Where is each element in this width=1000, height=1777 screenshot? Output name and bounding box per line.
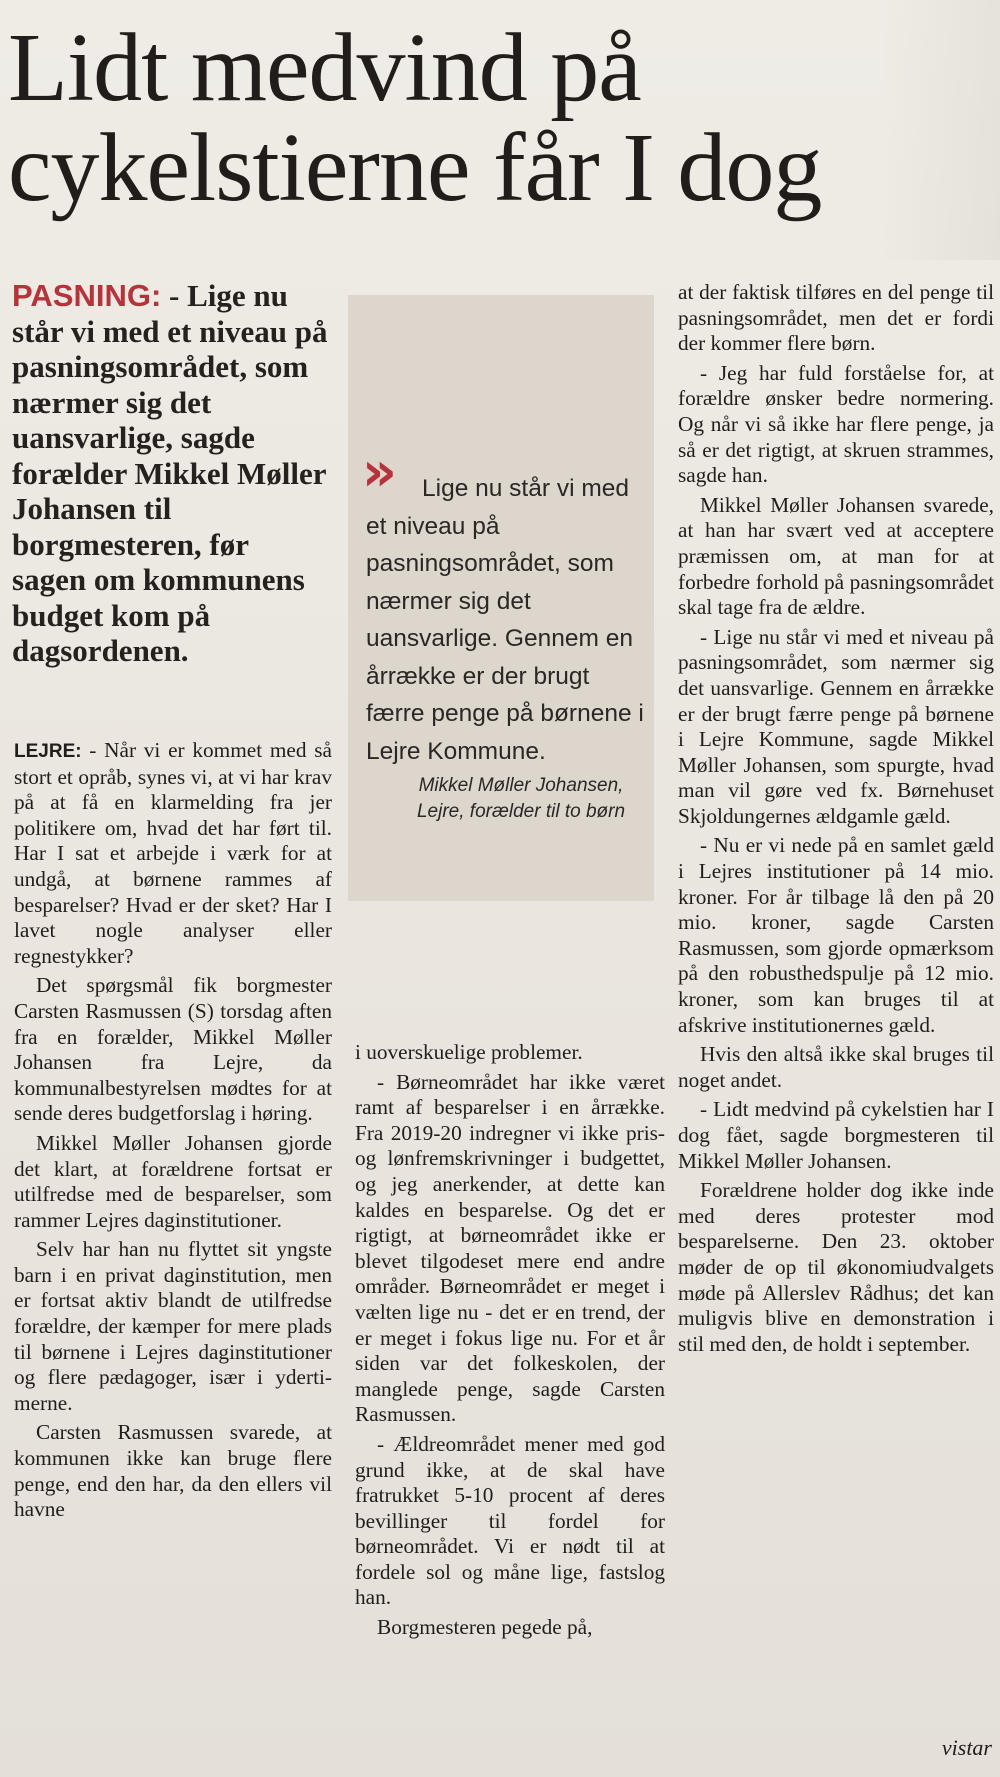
paragraph: Forældrene holder dog ikke inde med deres protester mod besparelserne. Den 23. oktober møder de op til økonomiudvalgets møde på Allerslev Rådhus; det kan muligvis blive en demonstration i stil med den, de holdt i september. xyxy=(678,1178,994,1356)
headline: Lidt medvind på cykelstierne får I dog xyxy=(8,14,822,222)
paragraph: - Lige nu står vi med et niveau på pasningsområdet, som nærmer sig det uansvarlige. Gennem en årrække er der brugt færre penge på børnene i Lejre Kommune, sagde Mikkel Møller Johansen, som spurgte, hvad man vil gøre ved fx. Børnehuset Skjoldungernes ældgamle gæld. xyxy=(678,624,994,828)
pull-quote-box xyxy=(348,295,654,901)
paragraph: at der faktisk tilføres en del penge til pasningsområdet, men det er fordi der kommer flere børn. xyxy=(678,280,994,356)
paragraph: Selv har han nu flyttet sit yngste barn i en privat daginstitution, men er fortsat aktiv blandt de utilfredse forældre, der kæmper for mere plads til børnene i Lejres daginstitutioner og flere pædagoger, især i ydertimerne. xyxy=(14,1237,332,1415)
paragraph: Det spørgsmål fik borgmester Carsten Rasmussen (S) torsdag aften fra en forælder, Mikkel Møller Johansen fra Lejre, da kommunalbestyrelsen mødtes for at sende deres budgetforslag i høring. xyxy=(14,973,332,1126)
paragraph: Hvis den altså ikke skal bruges til noget andet. xyxy=(678,1042,994,1092)
paragraph: i uoverskuelige problemer. xyxy=(355,1040,583,1064)
article-column-1 xyxy=(14,738,332,1527)
lead-kicker: PASNING: xyxy=(12,278,162,313)
pull-quote-text: Lige nu står vi med et niveau på pasningsområdet, som nærmer sig det uansvarlige. Gennem en årrække er der brugt færre penge på børnene i Lejre Kommune. xyxy=(366,475,644,765)
paragraph: - Lidt medvind på cykelstien har I dog fået, sagde borgmesteren til Mikkel Møller Johansen. xyxy=(678,1097,994,1173)
lead-text: - Lige nu står vi med et niveau på pasningsområdet, som nærmer sig det uansvarlige, sagde forælder Mikkel Møller Johansen til borgmesteren, før sagen om kommunens budget kom på dagsordenen. xyxy=(12,278,328,668)
paragraph: Carsten Rasmussen svarede, at kommunen ikke kan bruge flere penge, end den har, da den ellers vil havne xyxy=(14,1420,332,1522)
article-column-2 xyxy=(355,1040,665,1645)
pull-quote-attribution: Mikkel Møller Johansen, Lejre, forælder til to børn xyxy=(416,775,626,822)
quote-chevron-icon: » xyxy=(362,440,397,503)
paragraph: LEJRE: - Når vi er kommet med så stort et opråb, synes vi, at vi har krav på at få en klarmelding fra jer politikere om, hvad det har ført til. Har I sat et arbejde i værk for at undgå, at børnene rammes af besparelser? Hvad er der sket? Har I lavet nogle analyser eller regnestykker? xyxy=(14,738,332,968)
paragraph: - Jeg har fuld forståelse for, at forældre ønsker bedre normering. Og når vi så ikke har flere penge, ja så er det rigtigt, at skruen strammes, sagde han. xyxy=(678,360,994,488)
lead-paragraph xyxy=(12,278,330,669)
paragraph: Mikkel Møller Johansen gjorde det klart, at forældrene fortsat er utilfredse med de besparelser, som rammer Lejres daginstitutioner. xyxy=(14,1130,332,1232)
author-signature: vistar xyxy=(941,1735,992,1760)
paragraph: - Ældreområdet mener med god grund ikke, at de skal have fratrukket 5-10 procent af deres bevillinger til fordel for børneområdet. Vi er nødt til at fordele sol og måne lige, fastslog han. xyxy=(355,1431,665,1610)
paragraph: - Nu er vi nede på en samlet gæld i Lejres institutioner på 14 mio. kroner. For år tilbage lå den på 20 mio. kroner, sagde Carsten Rasmussen, som gjorde opmærksom på den robusthedspulje på 12 mio. kroner, som kan bruges til at afskrive institutionernes gæld. xyxy=(678,833,994,1037)
dateline: LEJRE: xyxy=(14,741,82,762)
paragraph: Mikkel Møller Johansen svarede, at han har svært ved at acceptere præmissen om, at man for at forbedre forhold på pasningsområdet skal tage fra de ældre. xyxy=(678,492,994,620)
article-column-3 xyxy=(678,280,994,1361)
paragraph: - Børneområdet har ikke været ramt af besparelser i en årrække. Fra 2019-20 indregner vi ikke pris- og lønfremskrivninger i budgettet, og jeg anerkender, at dette kan kaldes en besparelse. Og det er rigtigt, at børneområdet ikke er blevet tilgodeset mere end andre områder. Børneområdet er meget i vælten lige nu - det er en trend, der er meget i fokus lige nu. For et år siden var det folkeskolen, der manglede penge, sagde Carsten Rasmussen. xyxy=(355,1069,665,1427)
paragraph: Borgmesteren pegede på, xyxy=(377,1615,593,1640)
